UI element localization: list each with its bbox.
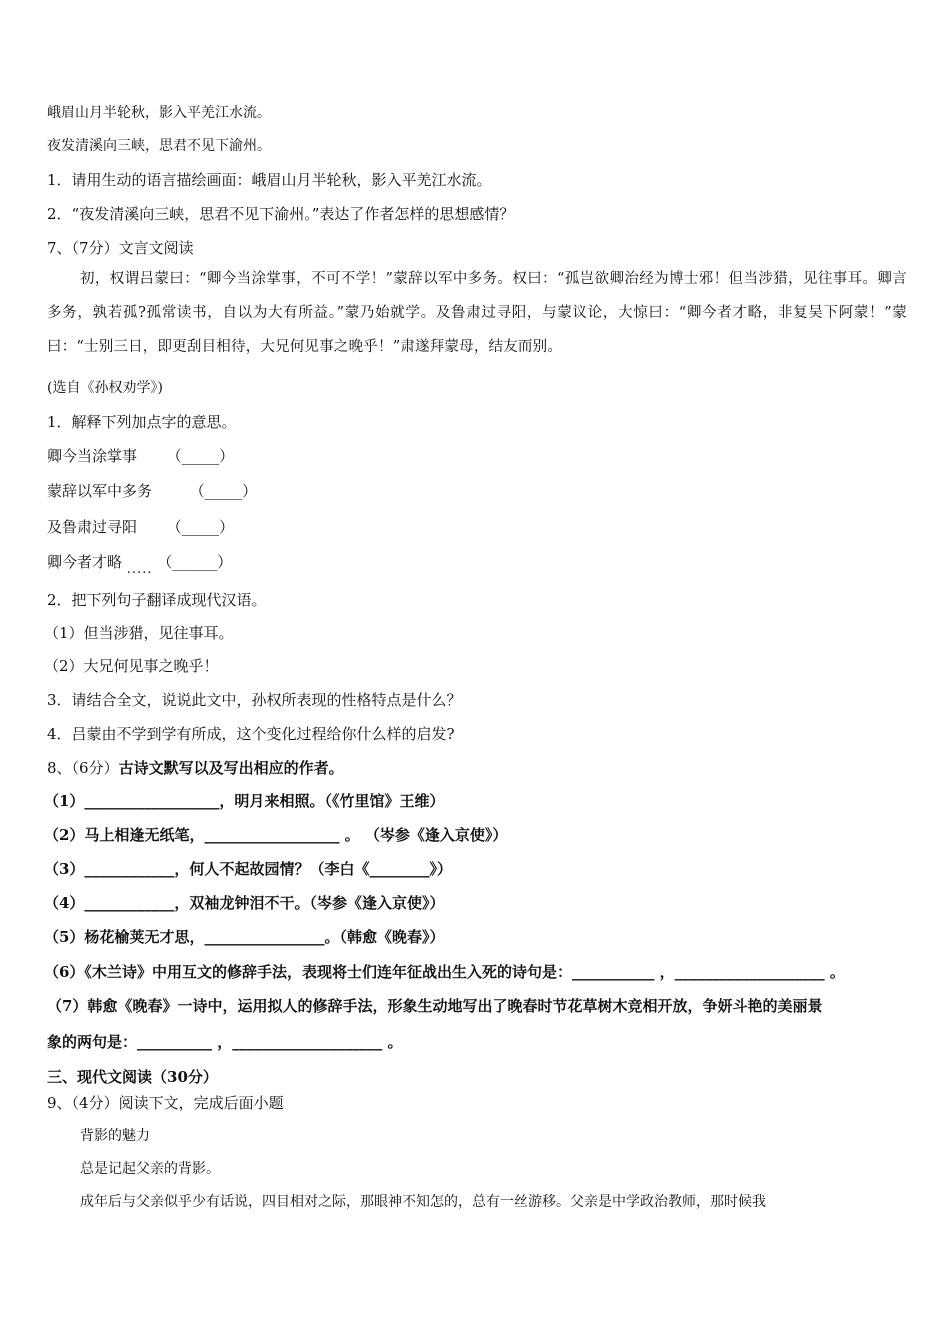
answer-blank[interactable]: （_____） bbox=[166, 447, 235, 465]
article-line-2: 成年后与父亲似乎少有话说，四目相对之际，那眼神不知怎的，总有一丝游移。父亲是中学政治教师，那时候我 bbox=[80, 1194, 766, 1210]
q7-sub2: 2．把下列句子翻译成现代汉语。 bbox=[47, 591, 267, 609]
q8-title bbox=[47, 758, 344, 778]
q7-sub1: 1．解释下列加点字的意思。 bbox=[47, 413, 237, 431]
word-item-4 bbox=[47, 552, 233, 577]
answer-blank[interactable]: （_____） bbox=[189, 482, 258, 500]
word-item-1 bbox=[47, 446, 234, 466]
q7-source: (选自《孙权劝学》) bbox=[47, 380, 163, 396]
q8-item-3: （3）____________，何人不起故园情？（李白《________》） bbox=[44, 860, 452, 878]
q7-sub3: 3．请结合全文，说说此文中，孙权所表现的性格特点是什么？ bbox=[47, 691, 462, 709]
word-item-2 bbox=[47, 481, 257, 501]
word-text: 蒙辞以军中多务 bbox=[47, 482, 153, 500]
article-line-1: 总是记起父亲的背影。 bbox=[80, 1161, 220, 1177]
q7-sub2-item-1: （1）但当涉猎，见往事耳。 bbox=[44, 624, 234, 642]
q8-item-4: （4）____________，双袖龙钟泪不干。（岑参《逢入京使》） bbox=[44, 894, 445, 912]
q8-title-prefix: 8、（6分） bbox=[47, 759, 119, 777]
q7-sub4: 4．吕蒙由不学到学有所成，这个变化过程给你什么样的启发? bbox=[47, 725, 455, 743]
poem-question-1: 1．请用生动的语言描绘画面：峨眉山月半轮秋，影入平羌江水流。 bbox=[47, 171, 492, 189]
q8-item-6: （6）《木兰诗》中用互文的修辞手法，表现将士们连年征战出生入死的诗句是：___________ ，____________________ 。 bbox=[44, 963, 845, 981]
poem-question-2: 2．“夜发清溪向三峡，思君不见下渝州。”表达了作者怎样的思想感情？ bbox=[47, 205, 515, 223]
word-item-3 bbox=[47, 517, 234, 537]
q8-item-5: （5）杨花榆荚无才思，________________。（韩愈《晚春》） bbox=[44, 928, 445, 946]
emphasis-dots: ..... bbox=[126, 562, 153, 577]
q7-sub2-item-2: （2）大兄何见事之晚乎！ bbox=[44, 657, 219, 675]
q7-title: 7、（7分）文言文阅读 bbox=[47, 239, 194, 257]
section3-title: 三、现代文阅读（30分） bbox=[47, 1068, 218, 1086]
q8-item-1: （1）__________________，明月来相照。（《竹里馆》王维） bbox=[44, 792, 445, 810]
word-text: 卿今者才略 bbox=[47, 553, 123, 571]
q8-item-2: （2）马上相逢无纸笔，__________________ 。 （岑参《逢入京使》） bbox=[44, 826, 508, 844]
q9-title: 9、（4分）阅读下文，完成后面小题 bbox=[47, 1094, 284, 1112]
q8-item-7-cont: 象的两句是：__________ ，____________________ 。 bbox=[47, 1033, 403, 1051]
answer-blank[interactable]: （_____） bbox=[166, 518, 235, 536]
q7-passage: 初，权谓吕蒙曰：“卿今当涂掌事，不可不学！”蒙辞以军中多务。权曰：“孤岂欲卿治经为博士邪！但当涉猎，见往事耳。卿言多务，孰若孤?孤常读书，自以为大有所益。”蒙乃始就学。及鲁肃过寻阳，与蒙议论，大惊曰：“卿今者才略，非复吴下阿蒙！”蒙曰：“士别三日，即更刮目相待，大兄何见事之晚乎！”肃遂拜蒙母，结友而别。 bbox=[47, 271, 907, 355]
poem-line-2: 夜发清溪向三峡，思君不见下渝州。 bbox=[47, 138, 271, 154]
word-text: 及鲁肃过寻阳 bbox=[47, 518, 138, 536]
q8-title-bold: 古诗文默写以及写出相应的作者。 bbox=[118, 759, 344, 777]
poem-line-1: 峨眉山月半轮秋，影入平羌江水流。 bbox=[47, 105, 271, 121]
word-text: 卿今当涂掌事 bbox=[47, 447, 138, 465]
q8-item-7: （7）韩愈《晚春》一诗中，运用拟人的修辞手法，形象生动地写出了晚春时节花草树木竞相开放，争妍斗艳的美丽景 bbox=[47, 997, 823, 1015]
article-title: 背影的魅力 bbox=[80, 1128, 150, 1144]
answer-blank[interactable]: （______） bbox=[157, 553, 233, 571]
